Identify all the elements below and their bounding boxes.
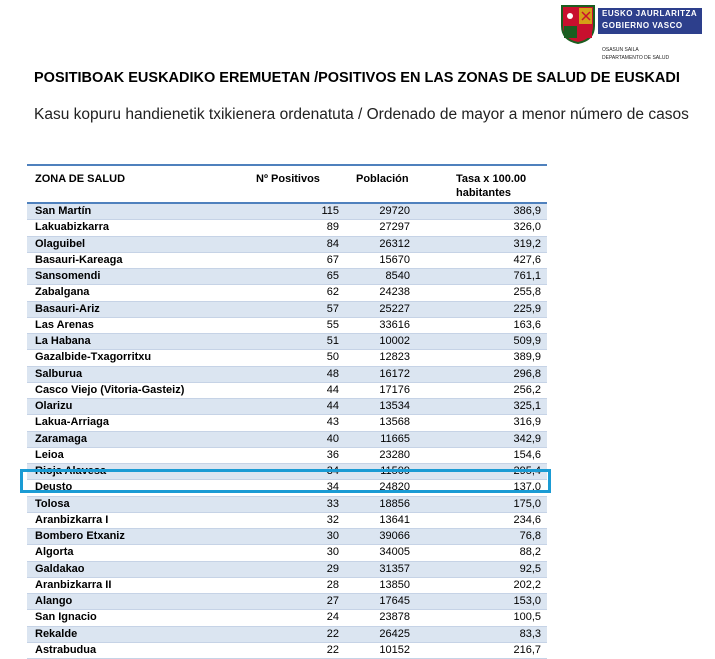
org-name-box xyxy=(598,8,702,34)
cell-rate: 83,3 xyxy=(519,627,541,640)
cell-population: 25227 xyxy=(379,302,410,315)
cell-rate: 296,8 xyxy=(513,367,541,380)
cell-population: 11665 xyxy=(380,432,410,445)
cell-rate: 92,5 xyxy=(519,562,541,575)
cell-population: 23878 xyxy=(379,611,410,624)
cell-zone: Sansomendi xyxy=(35,270,101,282)
cell-positives: 22 xyxy=(326,643,339,656)
cell-positives: 62 xyxy=(326,286,339,299)
cell-positives: 34 xyxy=(326,465,339,477)
table-row xyxy=(27,269,547,285)
cell-rate: 76,8 xyxy=(519,530,541,542)
cell-population: 33616 xyxy=(379,318,410,331)
cell-positives: 50 xyxy=(326,351,339,364)
cell-rate: 761,1 xyxy=(513,270,541,282)
table-row xyxy=(27,545,547,561)
cell-positives: 84 xyxy=(326,237,339,250)
table-header xyxy=(27,164,547,204)
department-spanish: DEPARTAMENTO DE SALUD xyxy=(602,55,670,61)
cell-zone: Lakuabizkarra xyxy=(35,221,109,234)
cell-positives: 27 xyxy=(326,595,339,607)
cell-positives: 65 xyxy=(326,270,339,282)
cell-positives: 55 xyxy=(326,318,339,331)
cell-positives: 40 xyxy=(326,432,339,445)
cell-population: 13534 xyxy=(379,400,410,412)
cell-population: 23280 xyxy=(379,448,410,461)
cell-positives: 89 xyxy=(326,221,339,234)
cell-rate: 216,7 xyxy=(513,643,541,656)
cell-population: 11509 xyxy=(380,465,410,477)
cell-positives: 44 xyxy=(326,383,339,396)
cell-population: 17645 xyxy=(379,595,410,607)
cell-population: 15670 xyxy=(379,253,410,266)
cell-zone: Gazalbide-Txagorritxu xyxy=(35,351,152,364)
coat-of-arms-icon xyxy=(560,4,596,44)
cell-rate: 427,6 xyxy=(513,253,541,266)
cell-zone: Tolosa xyxy=(35,497,70,510)
cell-positives: 44 xyxy=(326,400,339,412)
cell-positives: 32 xyxy=(326,513,339,526)
header-positives: Nº Positivos xyxy=(256,173,320,185)
table-row xyxy=(27,432,547,448)
table-row xyxy=(27,610,547,626)
cell-positives: 43 xyxy=(326,416,339,429)
cell-zone: Olarizu xyxy=(35,400,73,412)
table-row xyxy=(27,237,547,253)
table-row xyxy=(27,334,547,350)
table-row xyxy=(27,383,547,399)
cell-positives: 30 xyxy=(326,546,339,559)
cell-positives: 34 xyxy=(326,481,339,494)
cell-zone: Bombero Etxaniz xyxy=(35,530,125,542)
cell-zone: Aranbizkarra I xyxy=(35,513,109,526)
table-row xyxy=(27,399,547,415)
table-row xyxy=(27,253,547,269)
cell-positives: 30 xyxy=(326,530,339,542)
cell-rate: 137,0 xyxy=(513,481,541,494)
cell-zone: Rekalde xyxy=(35,627,78,640)
cell-zone: Basauri-Kareaga xyxy=(35,253,123,266)
cell-population: 13568 xyxy=(379,416,410,429)
cell-zone: Astrabudua xyxy=(35,643,97,656)
department-name xyxy=(602,46,669,62)
header-rate: Tasa x 100.00 habitantes xyxy=(456,173,527,199)
cell-positives: 22 xyxy=(326,627,339,640)
cell-rate: 175,0 xyxy=(513,497,541,510)
table-row xyxy=(27,318,547,334)
table-row xyxy=(27,497,547,513)
header-population: Población xyxy=(356,173,409,185)
cell-population: 24820 xyxy=(379,481,410,494)
cell-positives: 57 xyxy=(326,302,339,315)
cell-population: 8540 xyxy=(385,270,410,282)
cell-rate: 255,8 xyxy=(513,286,541,299)
gobierno-vasco-logo xyxy=(560,4,710,66)
cell-rate: 295,4 xyxy=(513,465,541,477)
cell-zone: Zaramaga xyxy=(35,432,87,445)
cell-population: 27297 xyxy=(379,221,410,234)
table-body xyxy=(27,204,547,659)
header-zone: ZONA DE SALUD xyxy=(35,173,126,185)
cell-rate: 202,2 xyxy=(513,578,541,591)
cell-positives: 24 xyxy=(326,611,339,624)
cell-rate: 386,9 xyxy=(513,205,541,217)
cell-positives: 67 xyxy=(326,253,339,266)
table-row xyxy=(27,302,547,318)
org-name-spanish: GOBIERNO VASCO xyxy=(602,21,683,30)
cell-zone: Algorta xyxy=(35,546,74,559)
cell-population: 13641 xyxy=(379,513,410,526)
table-row xyxy=(27,578,547,594)
cell-rate: 319,2 xyxy=(513,237,541,250)
cell-positives: 29 xyxy=(326,562,339,575)
cell-population: 17176 xyxy=(379,383,410,396)
cell-zone: San Martín xyxy=(35,205,92,217)
highlight-box xyxy=(20,469,551,493)
cell-zone: Alango xyxy=(35,595,73,607)
table-row xyxy=(27,367,547,383)
cell-rate: 154,6 xyxy=(513,448,541,461)
cell-rate: 389,9 xyxy=(513,351,541,364)
cell-population: 29720 xyxy=(379,205,410,217)
cell-rate: 316,9 xyxy=(513,416,541,429)
cell-zone: Salburua xyxy=(35,367,83,380)
cell-zone: San Ignacio xyxy=(35,611,97,624)
cell-rate: 163,6 xyxy=(513,318,541,331)
cell-zone: Lakua-Arriaga xyxy=(35,416,109,429)
page-title: POSITIBOAK EUSKADIKO EREMUETAN /POSITIVOS EN LAS ZONAS DE SALUD DE EUSKADI xyxy=(34,70,680,86)
cell-positives: 28 xyxy=(326,578,339,591)
cell-rate: 342,9 xyxy=(513,432,541,445)
table-row xyxy=(27,594,547,610)
cell-rate: 100,5 xyxy=(513,611,541,624)
cell-population: 26312 xyxy=(379,237,410,250)
cell-positives: 115 xyxy=(321,205,339,217)
department-basque: OSASUN SAILA xyxy=(602,47,639,53)
cell-zone: Casco Viejo (Vitoria-Gasteiz) xyxy=(35,383,185,396)
cell-zone: Olaguibel xyxy=(35,237,86,250)
cell-rate: 509,9 xyxy=(513,335,541,347)
cell-zone: Zabalgana xyxy=(35,286,90,299)
cell-rate: 234,6 xyxy=(513,513,541,526)
cell-population: 34005 xyxy=(379,546,410,559)
cell-population: 16172 xyxy=(379,367,410,380)
table-row xyxy=(27,415,547,431)
cell-zone: Leioa xyxy=(35,448,64,461)
cell-positives: 48 xyxy=(326,367,339,380)
cell-population: 10152 xyxy=(379,643,410,656)
table-row xyxy=(27,448,547,464)
cell-population: 24238 xyxy=(379,286,410,299)
cell-rate: 256,2 xyxy=(513,383,541,396)
org-name-basque: EUSKO JAURLARITZA xyxy=(602,9,698,18)
cell-population: 31357 xyxy=(379,562,410,575)
cell-zone: Galdakao xyxy=(35,562,85,575)
cell-zone: La Habana xyxy=(35,335,91,347)
health-zones-table xyxy=(27,164,547,659)
cell-population: 26425 xyxy=(379,627,410,640)
cell-positives: 36 xyxy=(326,448,339,461)
cell-zone: Aranbizkarra II xyxy=(35,578,112,591)
page-subtitle: Kasu kopuru handienetik txikienera ordenatuta / Ordenado de mayor a menor número de casos xyxy=(34,106,689,123)
cell-zone: Basauri-Ariz xyxy=(35,302,100,315)
cell-positives: 51 xyxy=(326,335,339,347)
cell-rate: 325,1 xyxy=(513,400,541,412)
table-row xyxy=(27,204,547,220)
cell-rate: 88,2 xyxy=(519,546,541,559)
cell-population: 18856 xyxy=(379,497,410,510)
cell-rate: 225,9 xyxy=(513,302,541,315)
cell-rate: 326,0 xyxy=(513,221,541,234)
table-row xyxy=(27,529,547,545)
cell-population: 12823 xyxy=(379,351,410,364)
table-row xyxy=(27,220,547,236)
cell-zone: Deusto xyxy=(35,481,73,494)
table-row xyxy=(27,285,547,301)
cell-zone: Rioja Alavesa xyxy=(35,465,107,477)
cell-zone: Las Arenas xyxy=(35,318,94,331)
table-row xyxy=(27,513,547,529)
cell-positives: 33 xyxy=(326,497,339,510)
cell-population: 39066 xyxy=(379,530,410,542)
table-row xyxy=(27,562,547,578)
table-row xyxy=(27,350,547,366)
cell-rate: 153,0 xyxy=(513,595,541,607)
cell-population: 13850 xyxy=(379,578,410,591)
table-row xyxy=(27,627,547,643)
table-row xyxy=(27,643,547,659)
cell-population: 10002 xyxy=(379,335,410,347)
